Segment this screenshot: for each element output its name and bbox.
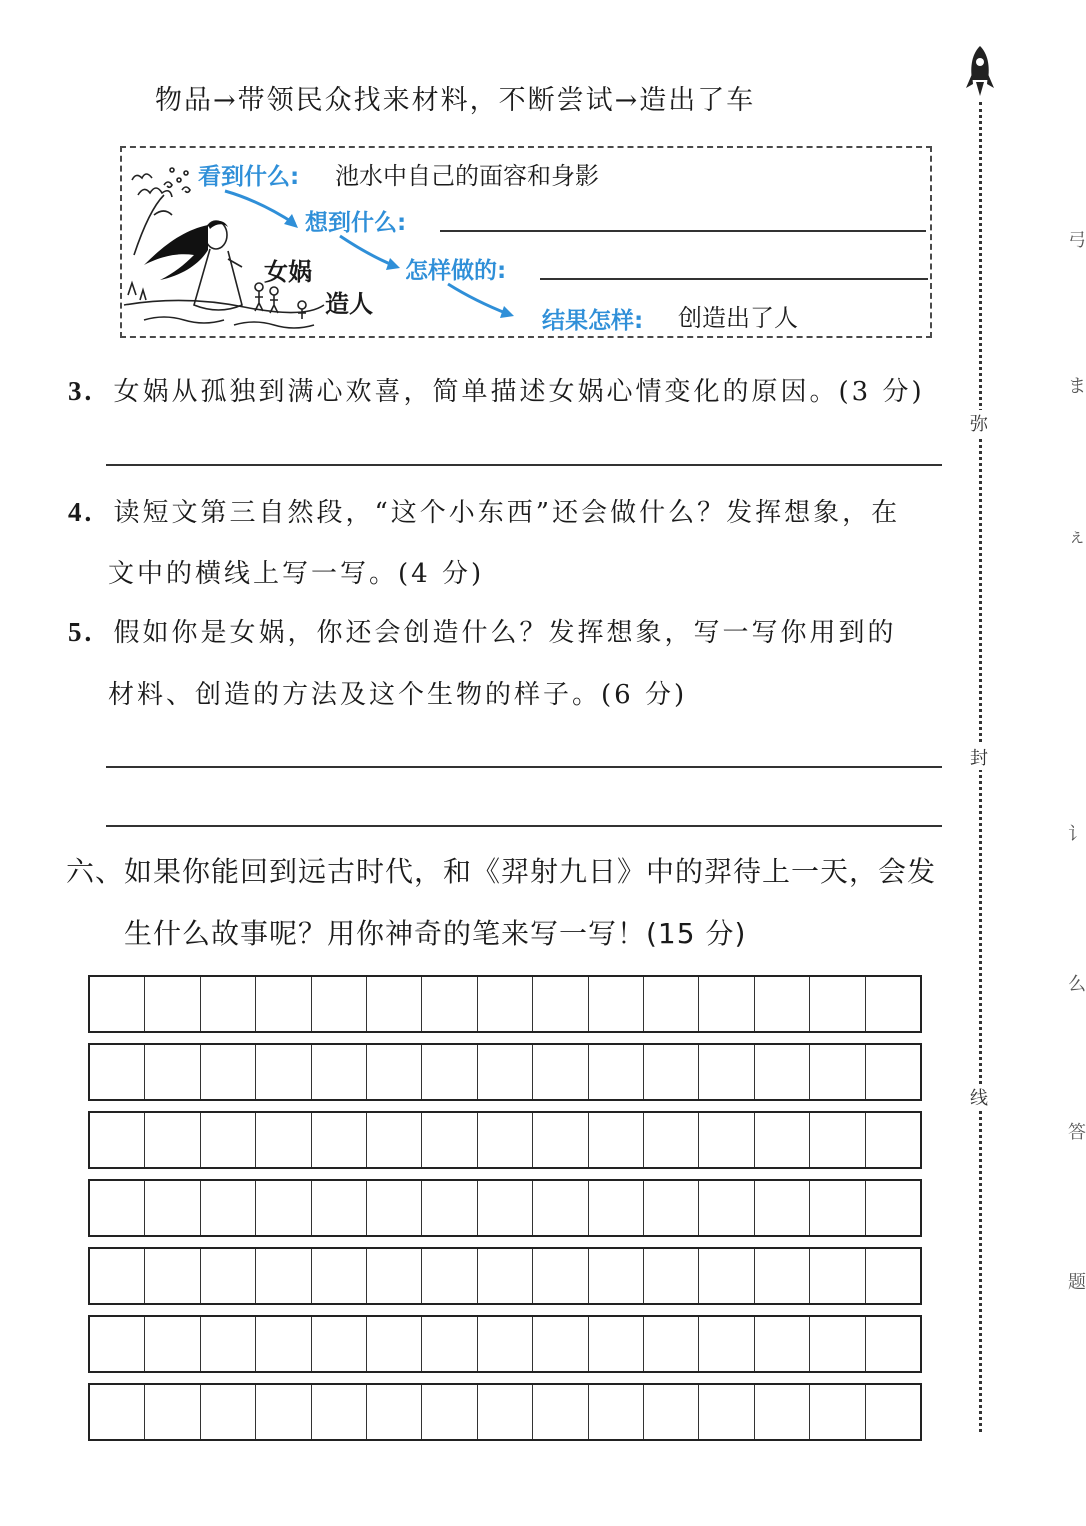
question-3-text: 女娲从孤独到满心欢喜，简单描述女娲心情变化的原因。(3 分)	[113, 377, 925, 407]
writing-grid-cell[interactable]	[145, 1249, 200, 1303]
writing-grid-cell[interactable]	[866, 977, 920, 1031]
writing-grid-cell[interactable]	[256, 1181, 311, 1235]
writing-grid-cell[interactable]	[533, 1249, 588, 1303]
writing-grid-cell[interactable]	[589, 1385, 644, 1439]
seal-label-feng: 封	[970, 744, 988, 770]
writing-grid-cell[interactable]	[422, 1181, 477, 1235]
writing-grid-cell[interactable]	[422, 1385, 477, 1439]
writing-grid-cell[interactable]	[201, 1317, 256, 1371]
question-3-answer-line[interactable]	[106, 464, 942, 466]
writing-grid-row[interactable]	[88, 1247, 922, 1305]
writing-grid-row[interactable]	[88, 1315, 922, 1373]
writing-grid-cell[interactable]	[755, 1249, 810, 1303]
writing-grid-cell[interactable]	[478, 1045, 533, 1099]
think-answer-line[interactable]	[440, 230, 926, 232]
writing-grid-cell[interactable]	[367, 1385, 422, 1439]
writing-grid-cell[interactable]	[201, 1181, 256, 1235]
seal-label-xian: 线	[970, 1084, 988, 1110]
writing-grid-cell[interactable]	[312, 1385, 367, 1439]
writing-grid-cell[interactable]	[367, 1317, 422, 1371]
writing-grid-cell[interactable]	[866, 1181, 920, 1235]
question-4	[68, 492, 900, 529]
writing-grid-cell[interactable]	[256, 1045, 311, 1099]
writing-grid-cell[interactable]	[699, 1385, 754, 1439]
writing-grid-cell[interactable]	[866, 1045, 920, 1099]
writing-grid-cell[interactable]	[312, 977, 367, 1031]
writing-grid-cell[interactable]	[589, 1113, 644, 1167]
question-3-number: 3.	[68, 376, 95, 406]
writing-grid-cell[interactable]	[422, 1249, 477, 1303]
writing-grid-cell[interactable]	[755, 1385, 810, 1439]
writing-grid-cell[interactable]	[90, 977, 145, 1031]
writing-grid-cell[interactable]	[201, 977, 256, 1031]
question-5-answer-line-2[interactable]	[106, 825, 942, 827]
writing-grid-cell[interactable]	[312, 1249, 367, 1303]
writing-grid-cell[interactable]	[201, 1113, 256, 1167]
writing-grid-cell[interactable]	[866, 1385, 920, 1439]
question-5-text-line2: 材料、创造的方法及这个生物的样子。(6 分)	[108, 680, 688, 710]
writing-grid-row[interactable]	[88, 1111, 922, 1169]
writing-grid-cell[interactable]	[90, 1385, 145, 1439]
writing-grid-cell[interactable]	[90, 1249, 145, 1303]
edge-char-1: 弓	[1068, 230, 1086, 251]
writing-grid-cell[interactable]	[422, 1317, 477, 1371]
flow-summary-line: 物品→带领民众找来材料，不断尝试→造出了车	[155, 85, 756, 116]
writing-grid-cell[interactable]	[145, 1113, 200, 1167]
see-label: 看到什么:	[198, 164, 300, 190]
writing-grid-cell[interactable]	[589, 1045, 644, 1099]
writing-grid-cell[interactable]	[810, 1045, 865, 1099]
writing-grid-cell[interactable]	[312, 1045, 367, 1099]
writing-grid-cell[interactable]	[755, 1045, 810, 1099]
writing-grid-cell[interactable]	[533, 1181, 588, 1235]
result-label: 结果怎样:	[542, 308, 644, 334]
result-value: 创造出了人	[678, 304, 798, 332]
writing-grid-cell[interactable]	[422, 977, 477, 1031]
writing-grid-cell[interactable]	[533, 977, 588, 1031]
question-5-number: 5.	[68, 617, 95, 647]
writing-grid-cell[interactable]	[367, 1181, 422, 1235]
writing-grid-cell[interactable]	[755, 1181, 810, 1235]
writing-grid-cell[interactable]	[145, 1181, 200, 1235]
section-6-prompt-line1: 六、如果你能回到远古时代，和《羿射九日》中的羿待上一天，会发	[66, 855, 937, 888]
question-5	[68, 612, 897, 649]
writing-grid-cell[interactable]	[644, 1113, 699, 1167]
writing-grid-cell[interactable]	[478, 1317, 533, 1371]
question-5-text-line1: 假如你是女娲，你还会创造什么？发挥想象，写一写你用到的	[113, 618, 897, 648]
writing-grid-cell[interactable]	[589, 1181, 644, 1235]
writing-grid-cell[interactable]	[699, 977, 754, 1031]
writing-grid-row[interactable]	[88, 1179, 922, 1237]
writing-grid-cell[interactable]	[810, 1113, 865, 1167]
writing-grid-cell[interactable]	[866, 1249, 920, 1303]
writing-grid-cell[interactable]	[256, 977, 311, 1031]
edge-char-3: ぇ	[1068, 526, 1086, 547]
writing-grid-cell[interactable]	[478, 1113, 533, 1167]
edge-char-4: 讠	[1068, 824, 1086, 845]
question-5-answer-line-1[interactable]	[106, 766, 942, 768]
writing-grid-cell[interactable]	[644, 1249, 699, 1303]
writing-grid-cell[interactable]	[201, 1045, 256, 1099]
think-label: 想到什么:	[305, 210, 407, 236]
mind-map-title-1: 女娲	[264, 258, 312, 286]
writing-grid-cell[interactable]	[256, 1385, 311, 1439]
writing-grid-cell[interactable]	[422, 1113, 477, 1167]
writing-grid-cell[interactable]	[810, 1385, 865, 1439]
writing-grid-cell[interactable]	[866, 1113, 920, 1167]
writing-grid-cell[interactable]	[644, 1317, 699, 1371]
writing-grid-cell[interactable]	[533, 1317, 588, 1371]
writing-grid-cell[interactable]	[755, 977, 810, 1031]
writing-grid-cell[interactable]	[256, 1113, 311, 1167]
edge-char-6: 答	[1068, 1122, 1086, 1143]
writing-grid-cell[interactable]	[201, 1385, 256, 1439]
writing-grid-cell[interactable]	[90, 1045, 145, 1099]
writing-grid-cell[interactable]	[367, 977, 422, 1031]
writing-grid-cell[interactable]	[644, 977, 699, 1031]
writing-grid-cell[interactable]	[644, 1181, 699, 1235]
writing-grid-cell[interactable]	[90, 1317, 145, 1371]
writing-grid-cell[interactable]	[644, 1045, 699, 1099]
writing-grid-cell[interactable]	[533, 1385, 588, 1439]
edge-char-7: 题	[1068, 1272, 1086, 1293]
rocket-icon	[966, 44, 994, 100]
writing-grid-cell[interactable]	[367, 1113, 422, 1167]
section-6-prompt-line2: 生什么故事呢？用你神奇的笔来写一写！(15 分)	[124, 917, 747, 950]
writing-grid-cell[interactable]	[312, 1181, 367, 1235]
question-4-text-line2: 文中的横线上写一写。(4 分)	[108, 559, 485, 589]
do-label: 怎样做的:	[405, 258, 507, 284]
writing-grid-cell[interactable]	[478, 1385, 533, 1439]
writing-grid-cell[interactable]	[145, 1045, 200, 1099]
writing-grid-cell[interactable]	[589, 1317, 644, 1371]
do-answer-line[interactable]	[540, 278, 928, 280]
writing-grid-cell[interactable]	[699, 1249, 754, 1303]
writing-grid-row[interactable]	[88, 975, 922, 1033]
edge-char-2: ま	[1068, 376, 1086, 397]
writing-grid-cell[interactable]	[810, 1317, 865, 1371]
writing-grid-cell[interactable]	[367, 1249, 422, 1303]
writing-grid-cell[interactable]	[90, 1181, 145, 1235]
writing-grid-cell[interactable]	[810, 977, 865, 1031]
see-value: 池水中自己的面容和身影	[335, 162, 599, 190]
writing-grid-cell[interactable]	[145, 1317, 200, 1371]
writing-grid-cell[interactable]	[201, 1249, 256, 1303]
writing-grid-cell[interactable]	[589, 1249, 644, 1303]
question-4-number: 4.	[68, 497, 95, 527]
writing-grid-cell[interactable]	[145, 1385, 200, 1439]
mind-map-title-2: 造人	[325, 290, 373, 318]
writing-grid-cell[interactable]	[699, 1317, 754, 1371]
writing-grid-cell[interactable]	[90, 1113, 145, 1167]
writing-grid-cell[interactable]	[145, 977, 200, 1031]
seal-label-mi: 弥	[970, 410, 988, 436]
writing-grid-row[interactable]	[88, 1043, 922, 1101]
writing-grid-cell[interactable]	[256, 1317, 311, 1371]
writing-grid-cell[interactable]	[699, 1113, 754, 1167]
writing-grid-cell[interactable]	[312, 1317, 367, 1371]
question-3	[68, 371, 925, 408]
writing-grid-cell[interactable]	[755, 1113, 810, 1167]
writing-grid-cell[interactable]	[866, 1317, 920, 1371]
writing-grid-cell[interactable]	[367, 1045, 422, 1099]
edge-char-5: 么	[1068, 974, 1086, 995]
writing-grid-cell[interactable]	[422, 1045, 477, 1099]
writing-grid-cell[interactable]	[810, 1181, 865, 1235]
writing-grid-cell[interactable]	[589, 977, 644, 1031]
writing-grid-cell[interactable]	[256, 1249, 311, 1303]
writing-grid-cell[interactable]	[478, 1181, 533, 1235]
writing-grid-row[interactable]	[88, 1383, 922, 1441]
writing-grid-cell[interactable]	[699, 1181, 754, 1235]
writing-grid-cell[interactable]	[533, 1045, 588, 1099]
writing-grid-cell[interactable]	[699, 1045, 754, 1099]
writing-grid-cell[interactable]	[810, 1249, 865, 1303]
writing-grid-cell[interactable]	[478, 977, 533, 1031]
writing-grid-cell[interactable]	[755, 1317, 810, 1371]
writing-grid-cell[interactable]	[478, 1249, 533, 1303]
writing-grid-cell[interactable]	[312, 1113, 367, 1167]
question-4-text-line1: 读短文第三自然段，“这个小东西”还会做什么？发挥想象，在	[113, 498, 901, 528]
writing-grid-cell[interactable]	[644, 1385, 699, 1439]
writing-grid-cell[interactable]	[533, 1113, 588, 1167]
